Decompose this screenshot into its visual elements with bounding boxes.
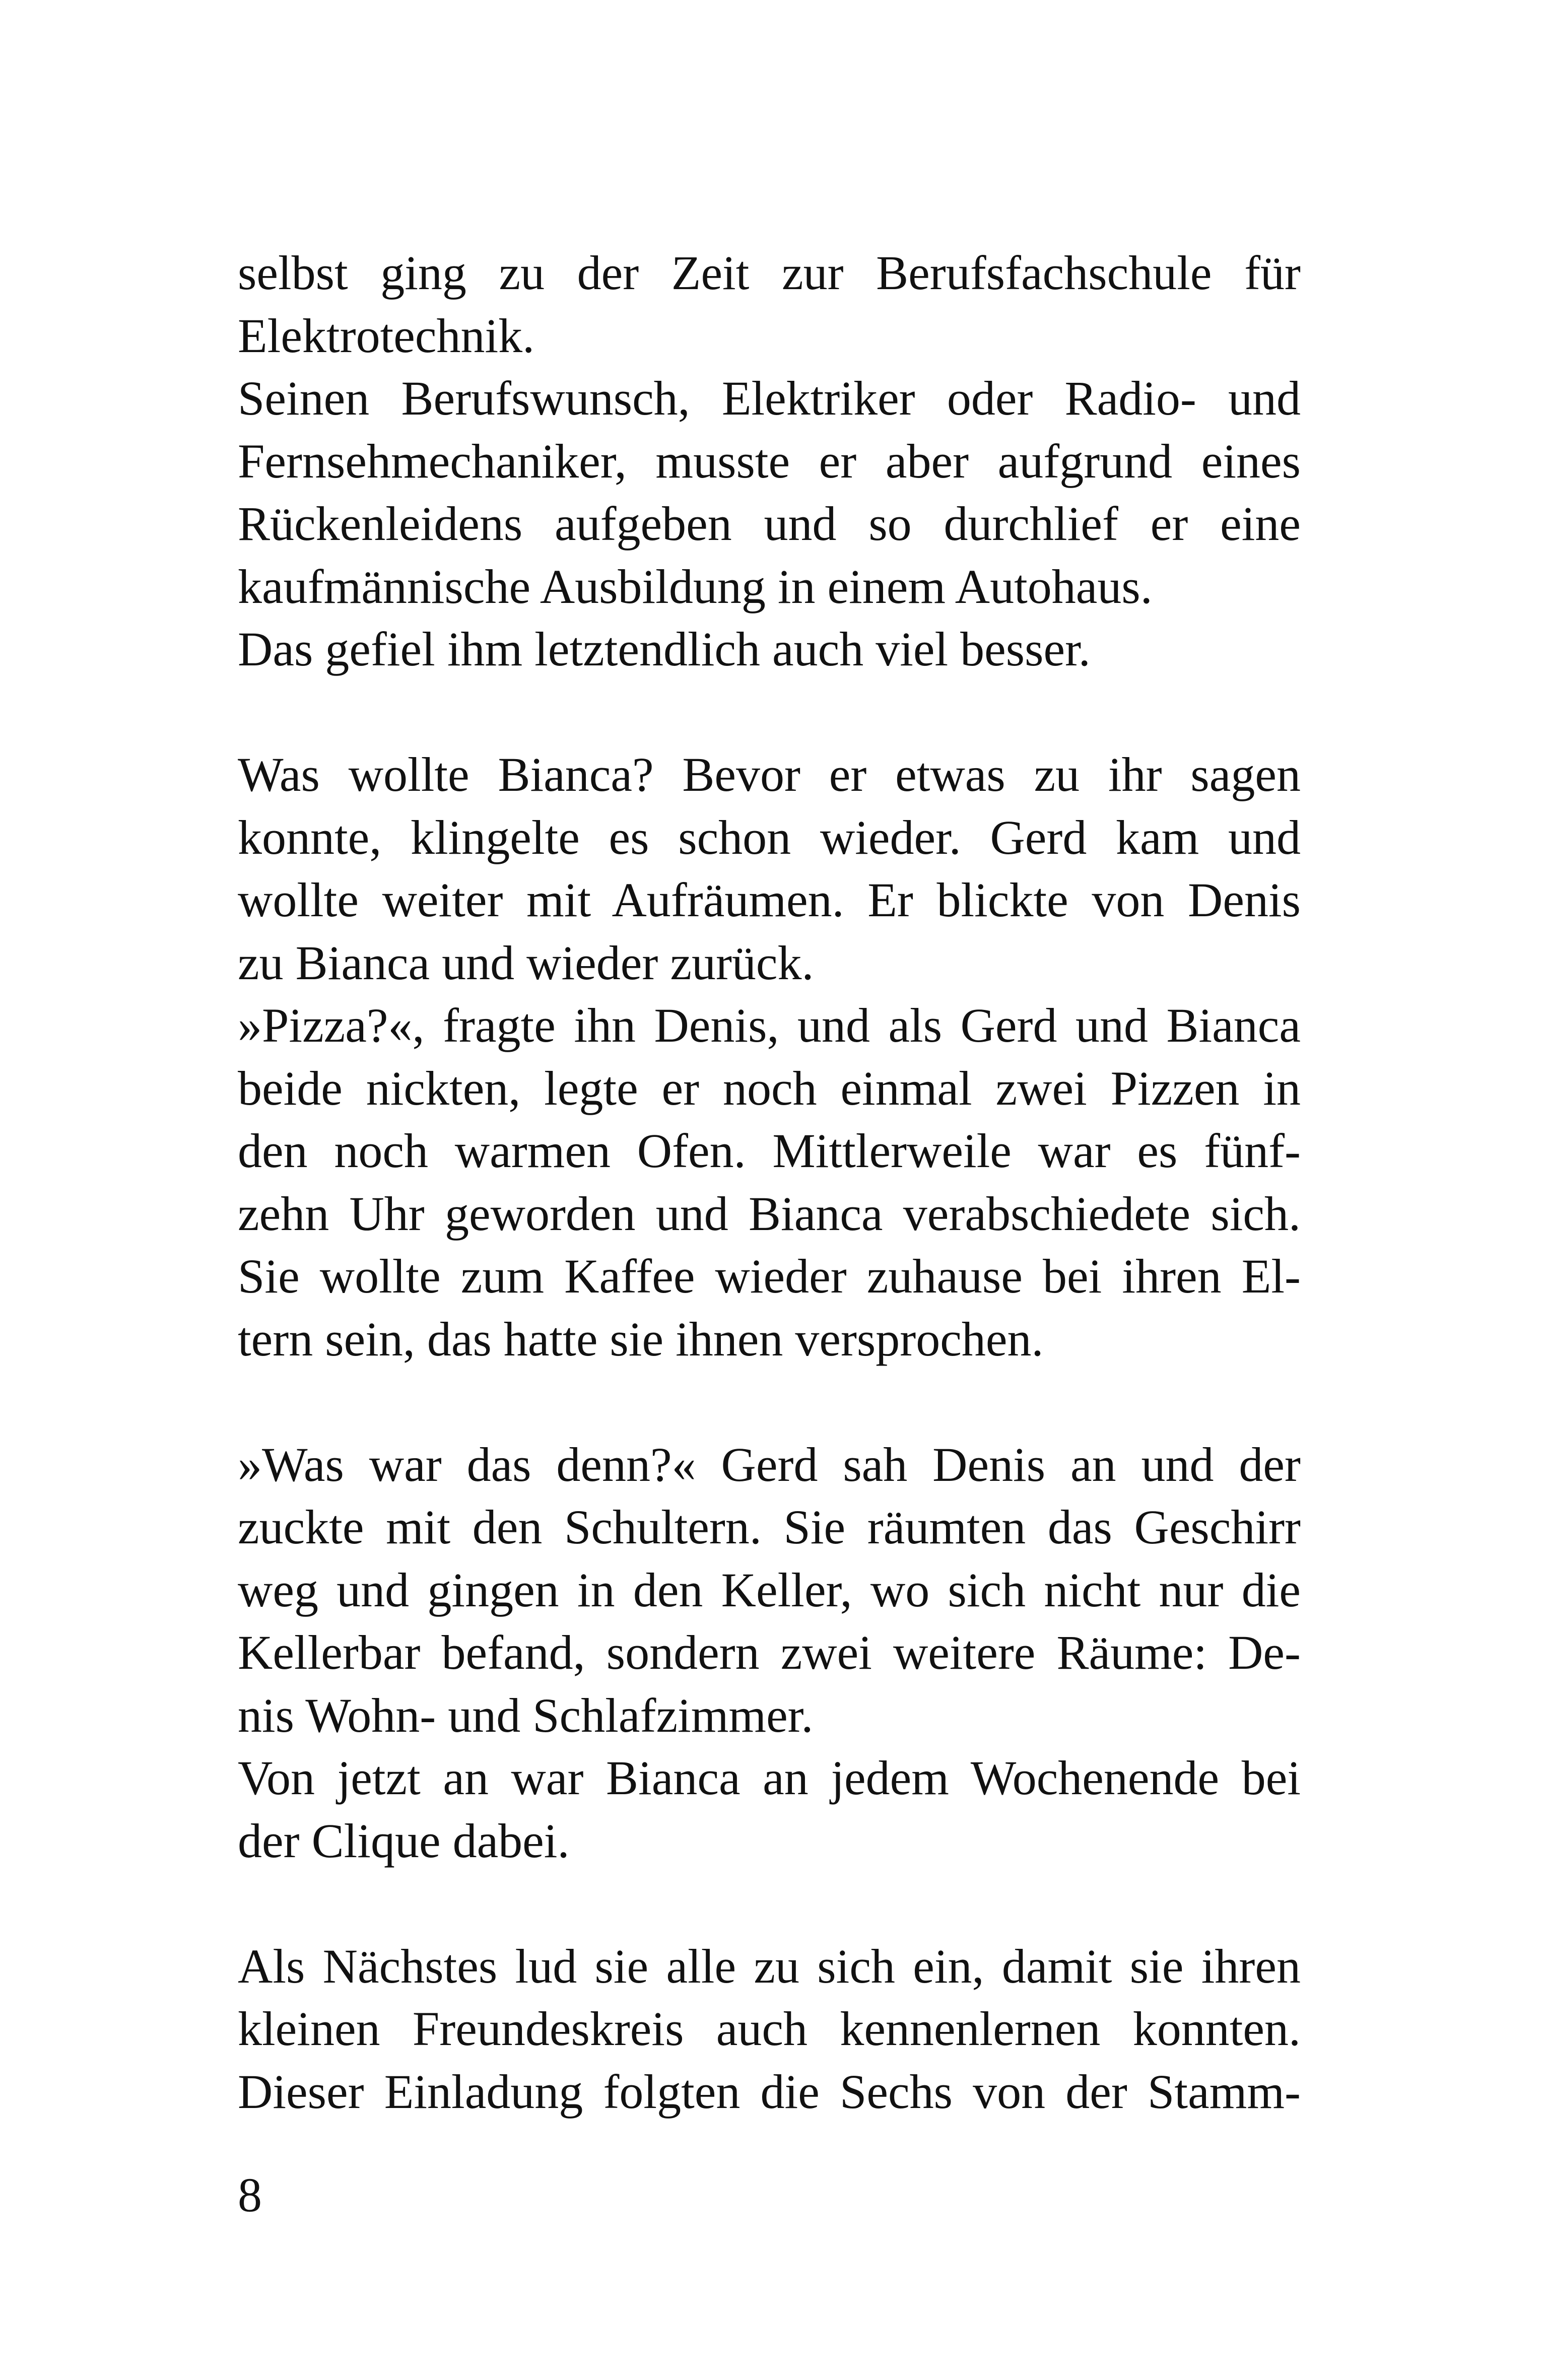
text-line: Von jetzt an war Bianca an jedem Wochenende bei: [238, 1751, 1301, 1805]
text-line: Das gefiel ihm letztendlich auch viel besser.: [238, 622, 1091, 676]
text-line: nis Wohn- und Schlafzimmer.: [238, 1688, 814, 1742]
paragraph-6: [238, 1434, 1301, 1747]
text-line: kaufmännische Ausbildung in einem Autohaus.: [238, 559, 1153, 614]
paragraph-1: [238, 242, 1301, 367]
text-line: »Pizza?«, fragte ihn Denis, und als Gerd und Bianca: [238, 998, 1301, 1052]
paragraph-gap: [238, 681, 1301, 744]
text-line: Sie wollte zum Kaffee wieder zuhause bei ihren El-: [238, 1249, 1301, 1303]
paragraph-gap: [238, 1371, 1301, 1434]
text-line: Fernsehmechaniker, musste er aber aufgrund eines: [238, 434, 1301, 488]
text-line: Rückenleidens aufgeben und so durchlief er eine: [238, 497, 1301, 551]
text-line: tern sein, das hatte sie ihnen versprochen.: [238, 1312, 1044, 1366]
text-line: Was wollte Bianca? Bevor er etwas zu ihr sagen: [238, 747, 1301, 801]
paragraph-gap: [238, 1872, 1301, 1935]
body-text: [238, 242, 1301, 2123]
text-line: selbst ging zu der Zeit zur Berufsfachschule für: [238, 246, 1301, 300]
text-line: den noch warmen Ofen. Mittlerweile war es fünf-: [238, 1124, 1301, 1178]
text-line: Seinen Berufswunsch, Elektriker oder Radio- und: [238, 371, 1301, 425]
text-line: Dieser Einladung folgten die Sechs von der Stamm-: [238, 2064, 1301, 2119]
text-line: beide nickten, legte er noch einmal zwei Pizzen in: [238, 1061, 1301, 1115]
text-line: wollte weiter mit Aufräumen. Er blickte von Denis: [238, 873, 1301, 927]
paragraph-8: [238, 1935, 1301, 2124]
paragraph-4: [238, 743, 1301, 994]
text-line: Als Nächstes lud sie alle zu sich ein, damit sie ihren: [238, 1939, 1301, 1993]
page-number: 8: [238, 2168, 262, 2222]
paragraph-2: [238, 367, 1301, 618]
text-line: »Was war das denn?« Gerd sah Denis an und der: [238, 1437, 1301, 1491]
text-line: weg und gingen in den Keller, wo sich nicht nur die: [238, 1562, 1301, 1617]
text-line: Elektrotechnik.: [238, 308, 535, 363]
text-line: zu Bianca und wieder zurück.: [238, 935, 814, 990]
paragraph-3: [238, 618, 1301, 681]
paragraph-5: [238, 994, 1301, 1371]
text-line: kleinen Freundeskreis auch kennenlernen konnten.: [238, 2002, 1301, 2056]
text-line: zehn Uhr geworden und Bianca verabschiedete sich.: [238, 1186, 1301, 1241]
text-line: zuckte mit den Schultern. Sie räumten das Geschirr: [238, 1500, 1301, 1554]
text-line: konnte, klingelte es schon wieder. Gerd kam und: [238, 810, 1301, 864]
paragraph-7: [238, 1747, 1301, 1872]
text-line: der Clique dabei.: [238, 1813, 570, 1868]
text-line: Kellerbar befand, sondern zwei weitere Räume: De-: [238, 1625, 1301, 1679]
